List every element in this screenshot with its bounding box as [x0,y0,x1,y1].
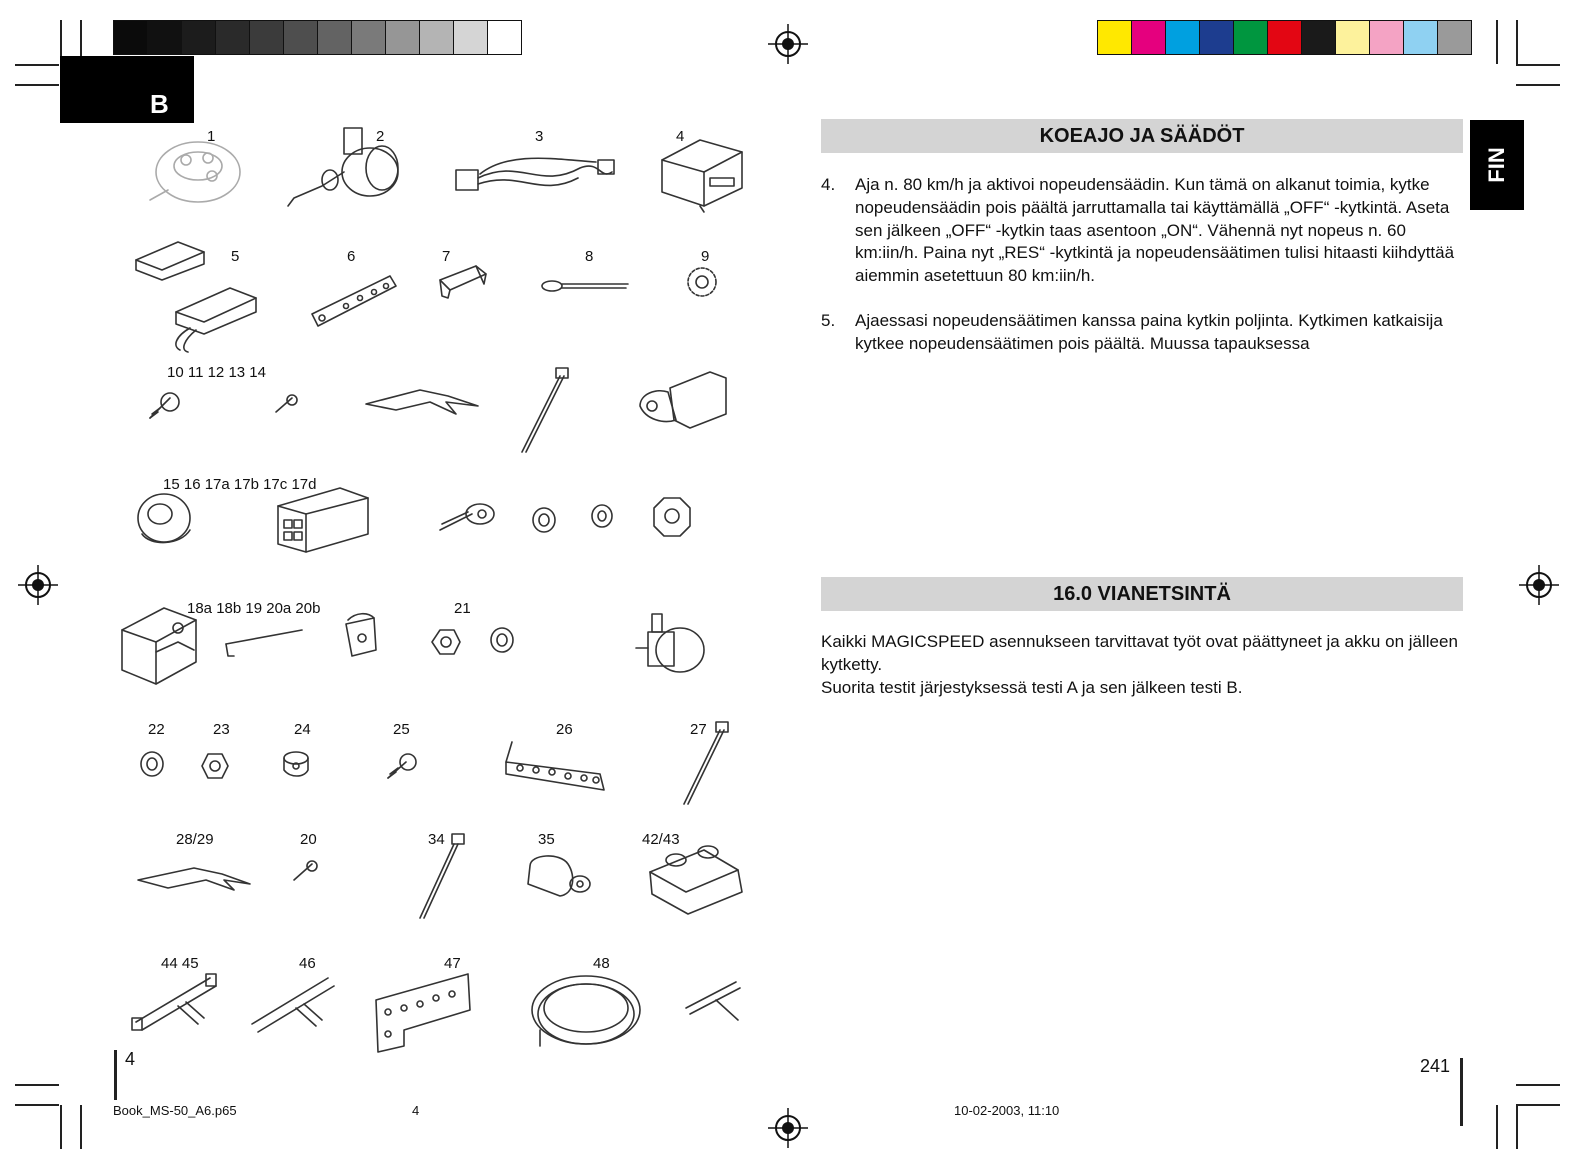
list-item [821,174,1469,288]
part-label: 46 [299,955,316,972]
crop-mark [1516,64,1560,66]
control-switch-icon [150,142,240,202]
part-label: 48 [593,955,610,972]
part-label: 27 [690,721,707,738]
part-label: 47 [444,955,461,972]
color-swatch [1437,21,1471,54]
crop-mark [1516,1084,1560,1086]
solenoid-valve-icon [636,614,704,672]
cable-nipple-icon [346,614,376,656]
registration-mark-icon [1517,563,1561,607]
color-swatch [1199,21,1233,54]
hex-nut-icon [432,630,460,654]
part-label: 4 [676,128,685,145]
part-label: 23 [213,721,230,738]
vacuum-hose-icon [532,976,640,1046]
page-number-left: 4 [125,1049,136,1069]
part-label: 22 [148,721,165,738]
cable-tie-icon [522,368,568,452]
grommet-icon [138,494,190,543]
crop-mark [1516,84,1560,86]
cable-strap-icon [366,390,478,414]
list-item [821,310,1469,356]
part-label: 9 [701,248,710,265]
collar-icon [284,752,308,776]
screw-25-icon [388,754,416,778]
page-number-rule [114,1050,117,1100]
strap-icon [138,868,250,890]
part-label: 34 [428,831,445,848]
language-tab-left-label: B [150,89,169,119]
part-label: 6 [347,248,356,265]
part-label: 10 11 12 13 14 [167,364,266,381]
part-label: 8 [585,248,594,265]
section-heading: KOEAJO JA SÄÄDÖT [821,119,1463,153]
screw-icon [150,393,179,418]
crop-mark [1516,1105,1518,1149]
washer-22-icon [141,752,163,776]
part-label: 5 [231,248,240,265]
color-swatch [1098,21,1131,54]
split-pin-icon [542,281,628,291]
footer-filename: Book_MS-50_A6.p65 [113,1103,237,1118]
section-heading: 16.0 VIANETSINTÄ [821,577,1463,611]
t-piece-48-icon [686,982,740,1020]
part-label: 2 [376,128,385,145]
instruction-list [821,174,1469,378]
language-tab-right-label: FIN [1484,147,1509,183]
washer-icon [533,508,555,532]
p-clip-icon [528,856,590,896]
part-label: 25 [393,721,410,738]
crop-mark [1496,1105,1498,1149]
bracket-strip-icon [312,276,396,326]
color-swatch [1335,21,1369,54]
t-connector-icon [132,974,216,1030]
lock-washer-icon [491,628,513,652]
small-screw-icon [276,395,297,412]
washer-small-icon [592,505,612,527]
page-number-rule [1460,1058,1463,1126]
t-connector-46-icon [252,978,334,1032]
part-label: 21 [454,600,471,617]
crop-mark [1496,20,1498,64]
color-swatch [1131,21,1165,54]
wiring-harness-icon [456,158,614,190]
list-item-text: Aja n. 80 km/h ja aktivoi nopeudensäädin. Kun tämä on alkanut toimia, kytke nopeudensäädin pois päältä jarruttamalla tai käyttämällä „OFF“ -kytkintä. Aseta sen jälkeen „OFF“ -kytkin taas asentoon „ON“. Vähennä nyt nopeus n. 60 km:iin/h. Paina nyt „RES“ -kytkintä ja nopeudensäätimen tulisi hitaasti kiihdyttää aiemmin asetettuun 80 km:iin/h. [855,175,1455,286]
color-swatch [1369,21,1403,54]
part-label: 28/29 [176,831,214,848]
part-label: 3 [535,128,544,145]
part-label: 26 [556,721,573,738]
cable-clip-icon [440,266,486,298]
color-swatch [1301,21,1335,54]
crop-mark [1516,20,1518,64]
paragraph-line: Suorita testit järjestyksessä testi A ja sen jälkeen testi B. [821,677,1243,697]
part-label: 44 45 [161,955,199,972]
part-label: 35 [538,831,555,848]
color-swatch [1403,21,1437,54]
part-label: 7 [442,248,451,265]
nut-icon [654,498,690,536]
double-clamp-icon [650,846,742,914]
part-label: 15 16 17a 17b 17c 17d [163,476,317,493]
color-calibration-bar [1097,20,1472,55]
list-item-number: 5. [821,310,836,330]
page-number-right: 241 [1420,1056,1451,1076]
color-swatch [1267,21,1301,54]
nut-23-icon [202,754,228,778]
part-label: 20 [300,831,317,848]
control-unit-icon [662,140,742,212]
color-swatch [1165,21,1199,54]
language-tab-right [1470,120,1524,210]
connector-housing-icon [278,488,368,552]
crop-mark [1516,1104,1560,1106]
screw-20-icon [294,861,317,880]
color-swatch [1233,21,1267,54]
list-item-text: Ajaessasi nopeudensäätimen kanssa paina kytkin poljinta. Kytkimen katkaisija kytkee nopeudensäätimen pois päältä. Muussa tapauksessa [855,310,1443,353]
ball-joint-icon [440,504,494,530]
paragraph-line: Kaikki MAGICSPEED asennukseen tarvittavat työt ovat päättyneet ja akku on jälleen kytketty. [821,632,1458,674]
mounting-bracket-icon [640,372,726,428]
part-label: 1 [207,128,216,145]
toothed-washer-icon [688,268,716,296]
hex-key-icon [226,630,302,656]
part-label: 24 [294,721,311,738]
bracket-47-icon [376,974,470,1052]
footer-page: 4 [412,1103,420,1118]
clamp-block-icon [122,608,196,684]
part-label: 42/43 [642,831,680,848]
perforated-strip-icon [506,742,604,790]
part-label: 18a 18b 19 20a 20b [187,600,321,617]
footer-date: 10-02-2003, 11:10 [954,1103,1060,1118]
list-item-number: 4. [821,175,836,194]
body-paragraph [821,631,1466,699]
